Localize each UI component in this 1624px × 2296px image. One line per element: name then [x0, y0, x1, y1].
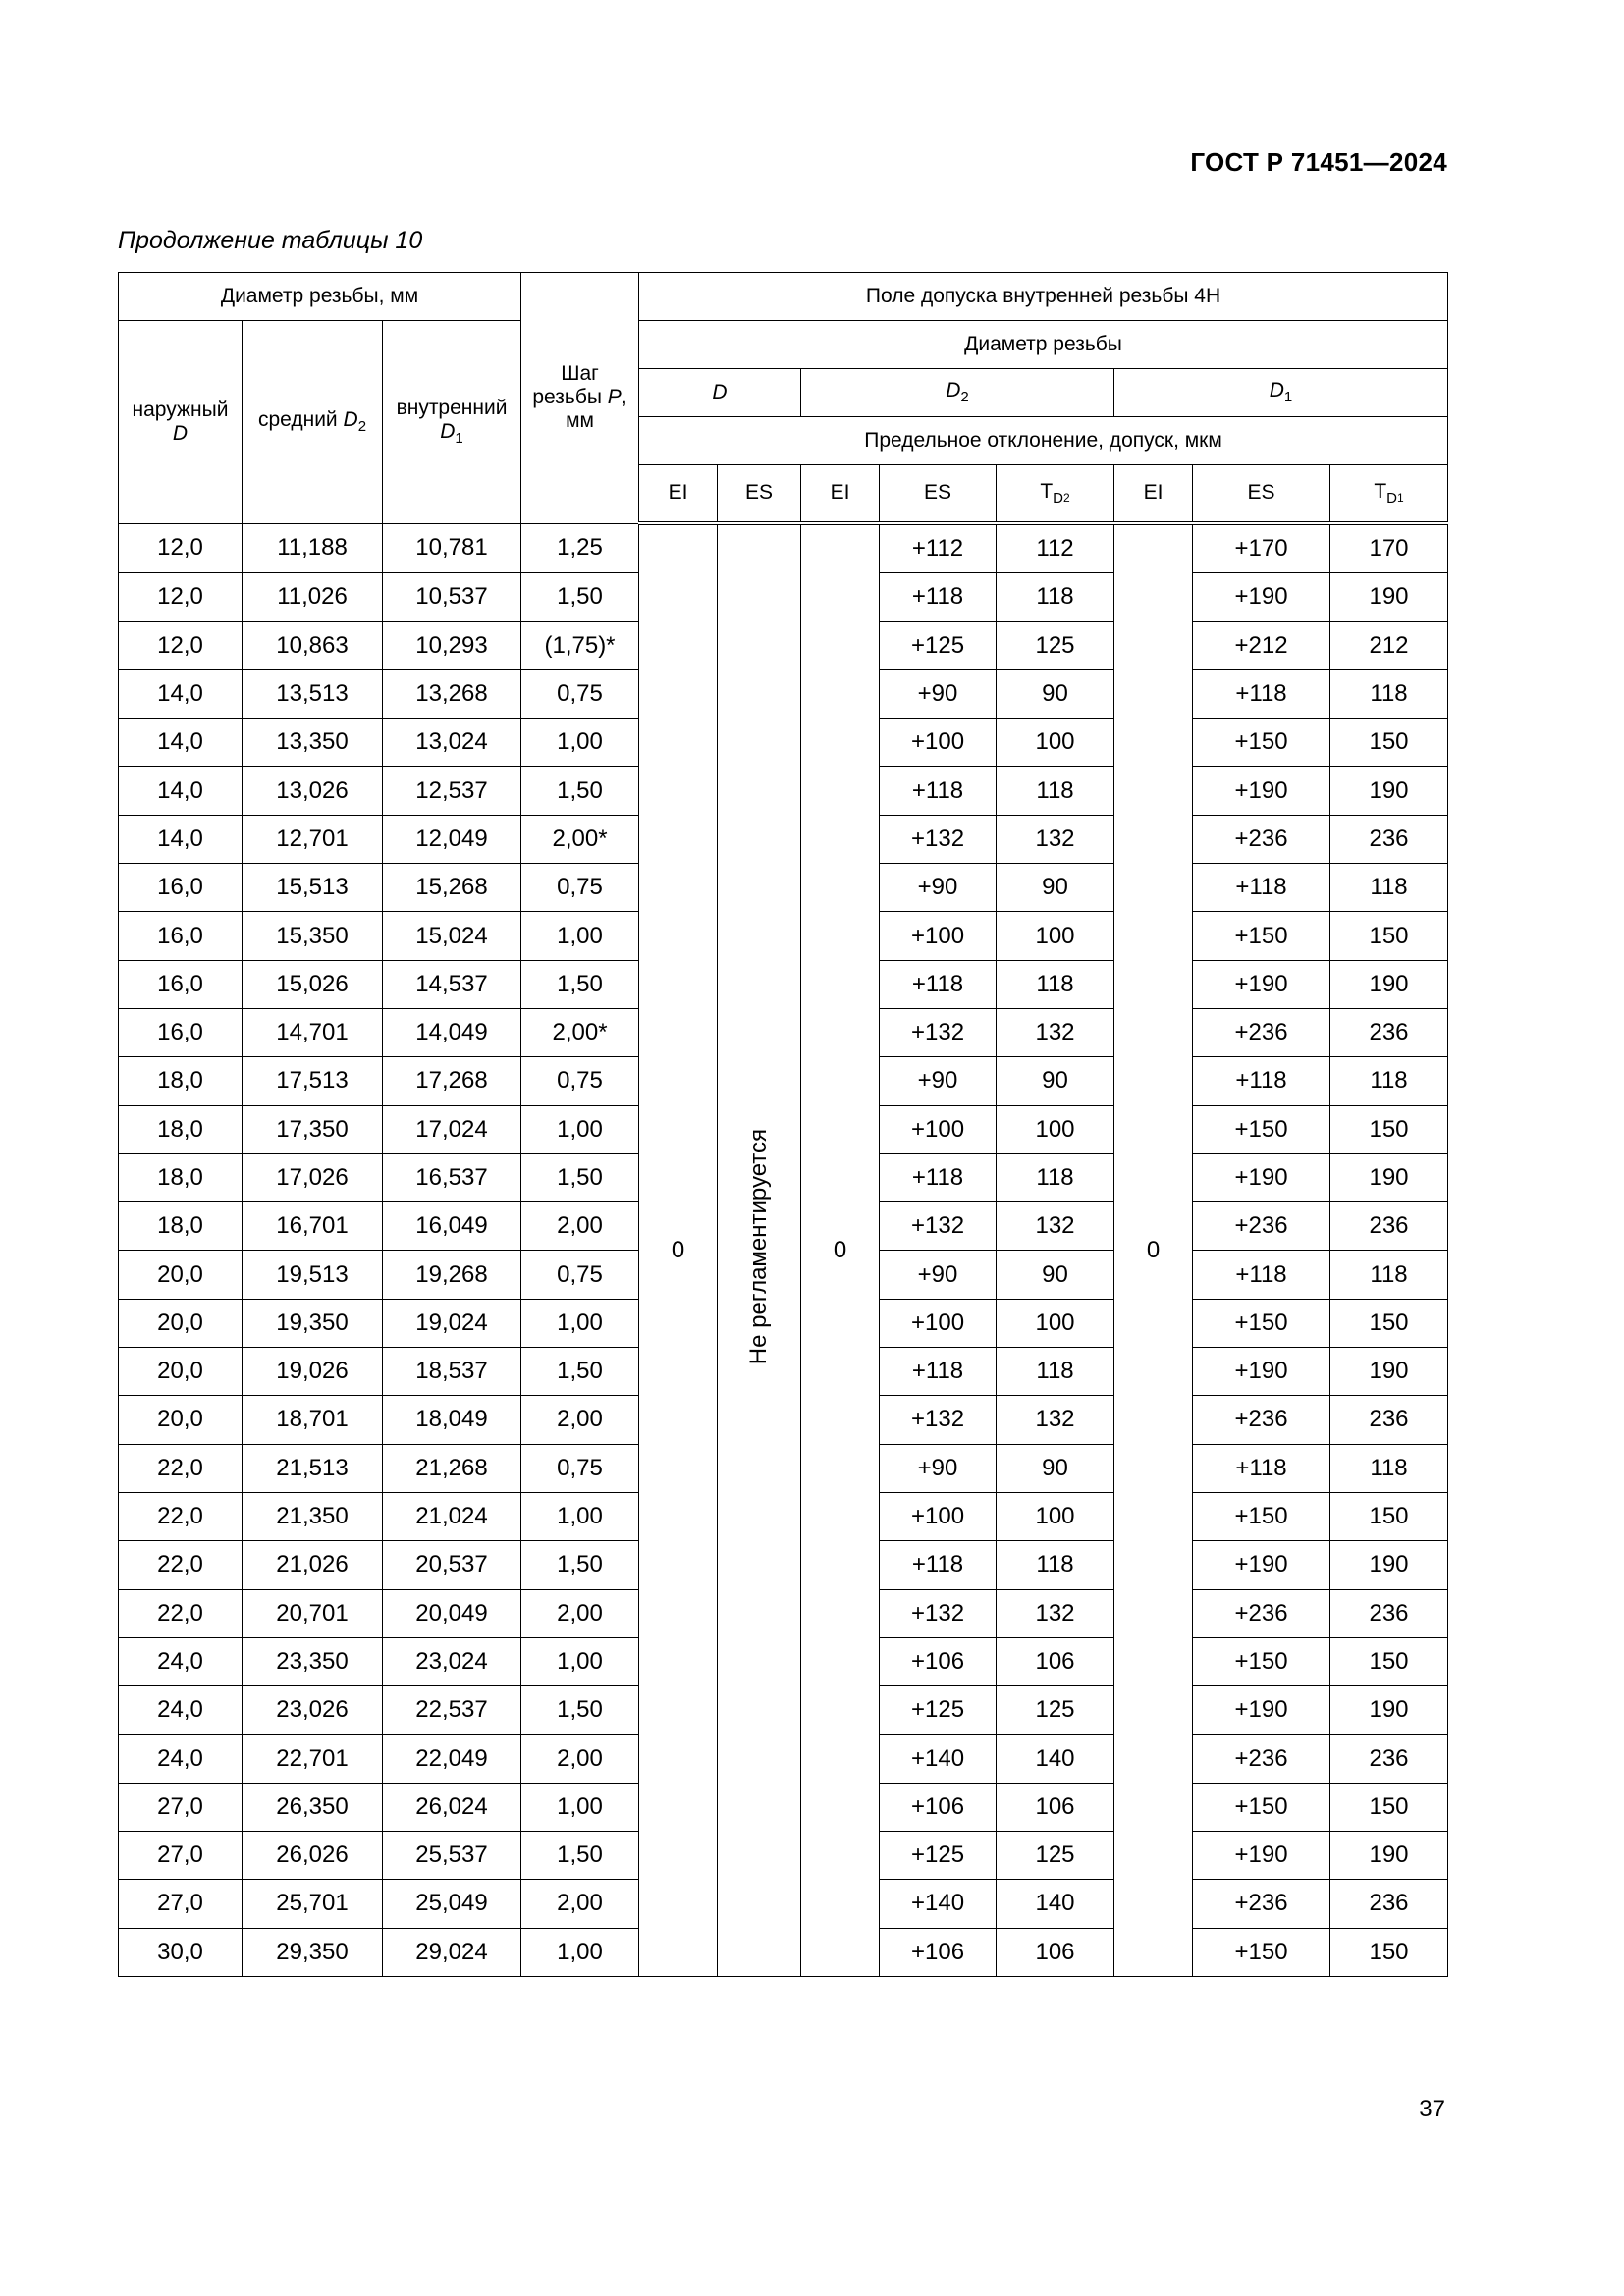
inner-diameter-header: внутренний $D_1$	[383, 321, 521, 524]
td2-header: $T_D2$	[997, 465, 1114, 524]
table-cell: +236	[1193, 1589, 1330, 1637]
table-cell: 1,00	[521, 1492, 639, 1540]
table-cell: +118	[1193, 864, 1330, 912]
table-cell: 2,00	[521, 1735, 639, 1783]
table-cell: 90	[997, 1057, 1114, 1105]
table-cell: +212	[1193, 621, 1330, 669]
table-cell: 25,537	[383, 1832, 521, 1880]
table-cell: 14,701	[243, 1008, 383, 1056]
table-cell: 24,0	[119, 1637, 243, 1685]
table-cell: 100	[997, 1299, 1114, 1347]
table-cell: 1,25	[521, 523, 639, 573]
table-cell: +150	[1193, 912, 1330, 960]
page-number: 37	[1419, 2096, 1445, 2122]
table-cell: 17,026	[243, 1153, 383, 1201]
table-cell: 125	[997, 621, 1114, 669]
table-cell: 20,0	[119, 1299, 243, 1347]
outer-diameter-header: наружный D	[119, 321, 243, 524]
table-cell: +190	[1193, 960, 1330, 1008]
table-cell: +150	[1193, 1637, 1330, 1685]
table-cell: +132	[880, 1202, 997, 1251]
table-cell: +236	[1193, 1735, 1330, 1783]
table-cell: +132	[880, 1008, 997, 1056]
table-cell: 1,00	[521, 1928, 639, 1976]
table-cell: 30,0	[119, 1928, 243, 1976]
table-cell: 20,0	[119, 1396, 243, 1444]
table-cell: 15,350	[243, 912, 383, 960]
table-cell: 90	[997, 1251, 1114, 1299]
table-cell: 18,537	[383, 1348, 521, 1396]
table-cell: 132	[997, 1008, 1114, 1056]
table-cell: +140	[880, 1880, 997, 1928]
table-cell: 150	[1330, 1783, 1448, 1831]
table-cell: 14,0	[119, 767, 243, 815]
table-cell: 21,026	[243, 1541, 383, 1589]
table-cell: 132	[997, 815, 1114, 863]
table-cell: 26,350	[243, 1783, 383, 1831]
table-cell: 100	[997, 1105, 1114, 1153]
table-cell: 13,268	[383, 669, 521, 718]
table-cell: 0,75	[521, 864, 639, 912]
table-cell: 100	[997, 719, 1114, 767]
table-cell: 13,513	[243, 669, 383, 718]
table-cell: +132	[880, 1396, 997, 1444]
table-cell: 27,0	[119, 1832, 243, 1880]
table-cell: 14,049	[383, 1008, 521, 1056]
table-cell: 15,026	[243, 960, 383, 1008]
table-cell: 1,00	[521, 1637, 639, 1685]
table-cell: 100	[997, 1492, 1114, 1540]
table-cell: 22,537	[383, 1686, 521, 1735]
table-cell: 15,513	[243, 864, 383, 912]
table-cell: +90	[880, 1057, 997, 1105]
table-cell: 236	[1330, 815, 1448, 863]
table-cell: +100	[880, 719, 997, 767]
thread-diameter-header: Диаметр резьбы	[639, 321, 1448, 369]
table-cell: +90	[880, 1444, 997, 1492]
table-cell: 190	[1330, 1153, 1448, 1201]
table-cell: 19,350	[243, 1299, 383, 1347]
table-cell: +118	[880, 1153, 997, 1201]
d2-ei-header: EI	[801, 465, 880, 524]
table-cell: 18,0	[119, 1202, 243, 1251]
d2-ei-zero-cell: 0	[801, 523, 880, 1976]
table-cell: +132	[880, 1589, 997, 1637]
table-cell: +190	[1193, 1153, 1330, 1201]
d1-ei-zero-cell: 0	[1114, 523, 1193, 1976]
table-cell: 118	[1330, 1057, 1448, 1105]
table-cell: 26,024	[383, 1783, 521, 1831]
table-cell: 125	[997, 1686, 1114, 1735]
table-caption: Продолжение таблицы 10	[118, 227, 423, 254]
table-cell: 190	[1330, 1686, 1448, 1735]
table-cell: 1,50	[521, 1832, 639, 1880]
table-cell: 15,024	[383, 912, 521, 960]
d1-header: $D_1$	[1114, 369, 1448, 417]
table-cell: 150	[1330, 1637, 1448, 1685]
table-cell: +100	[880, 912, 997, 960]
table-cell: 13,026	[243, 767, 383, 815]
table-cell: +106	[880, 1637, 997, 1685]
table-cell: 1,50	[521, 573, 639, 621]
table-cell: +118	[1193, 1444, 1330, 1492]
d-es-not-regulated-cell	[718, 523, 801, 1976]
table-cell: +90	[880, 669, 997, 718]
table-cell: 10,781	[383, 523, 521, 573]
deviation-header: Предельное отклонение, допуск, мкм	[639, 417, 1448, 465]
table-cell: 190	[1330, 960, 1448, 1008]
table-cell: 16,701	[243, 1202, 383, 1251]
table-cell: +112	[880, 523, 997, 573]
d2-header: $D_2$	[801, 369, 1114, 417]
table-cell: 11,026	[243, 573, 383, 621]
table-cell: 2,00	[521, 1396, 639, 1444]
table-cell: 27,0	[119, 1783, 243, 1831]
table-cell: 12,701	[243, 815, 383, 863]
table-cell: 12,049	[383, 815, 521, 863]
table-cell: +190	[1193, 767, 1330, 815]
table-cell: +236	[1193, 1880, 1330, 1928]
table-cell: 100	[997, 912, 1114, 960]
d1-ei-header: EI	[1114, 465, 1193, 524]
table-cell: +90	[880, 1251, 997, 1299]
table-cell: 16,0	[119, 960, 243, 1008]
table-cell: 18,701	[243, 1396, 383, 1444]
table-cell: 1,00	[521, 1783, 639, 1831]
table-cell: 2,00	[521, 1202, 639, 1251]
table-cell: 2,00*	[521, 1008, 639, 1056]
table-cell: +125	[880, 1832, 997, 1880]
table-cell: +118	[880, 573, 997, 621]
table-cell: 1,50	[521, 1541, 639, 1589]
table-cell: 140	[997, 1880, 1114, 1928]
table-cell: +100	[880, 1299, 997, 1347]
table-cell: 21,350	[243, 1492, 383, 1540]
table-cell: 21,024	[383, 1492, 521, 1540]
table-cell: 10,537	[383, 573, 521, 621]
table-cell: 212	[1330, 621, 1448, 669]
table-cell: 22,0	[119, 1444, 243, 1492]
table-cell: 14,0	[119, 669, 243, 718]
table-cell: +190	[1193, 1348, 1330, 1396]
d-ei-zero-cell: 0	[639, 523, 718, 1976]
table-cell: 190	[1330, 1541, 1448, 1589]
table-cell: +118	[1193, 669, 1330, 718]
table-cell: +170	[1193, 523, 1330, 573]
table-cell: 29,024	[383, 1928, 521, 1976]
table-cell: 22,049	[383, 1735, 521, 1783]
table-cell: 22,0	[119, 1589, 243, 1637]
table-cell: +106	[880, 1928, 997, 1976]
table-cell: +118	[1193, 1057, 1330, 1105]
table-cell: 236	[1330, 1735, 1448, 1783]
table-cell: 0,75	[521, 1444, 639, 1492]
pitch-header: Шаг резьбы P, мм	[521, 273, 639, 524]
table-cell: 16,537	[383, 1153, 521, 1201]
table-cell: 20,701	[243, 1589, 383, 1637]
standard-code: ГОСТ Р 71451—2024	[1190, 147, 1447, 177]
table-cell: 14,537	[383, 960, 521, 1008]
table-cell: 22,0	[119, 1541, 243, 1589]
table-cell: 16,0	[119, 1008, 243, 1056]
table-cell: 13,024	[383, 719, 521, 767]
table-cell: 18,0	[119, 1057, 243, 1105]
table-cell: 150	[1330, 719, 1448, 767]
table-cell: 16,049	[383, 1202, 521, 1251]
table-cell: 1,50	[521, 960, 639, 1008]
table-cell: 20,0	[119, 1348, 243, 1396]
table-cell: 24,0	[119, 1686, 243, 1735]
table-cell: +118	[880, 960, 997, 1008]
table-cell: 118	[997, 1153, 1114, 1201]
d-header: D	[639, 369, 801, 417]
table-cell: 118	[997, 767, 1114, 815]
table-cell: 16,0	[119, 912, 243, 960]
table-cell: 25,049	[383, 1880, 521, 1928]
table-cell: 2,00*	[521, 815, 639, 863]
table-cell: 190	[1330, 573, 1448, 621]
table-cell: 140	[997, 1735, 1114, 1783]
table-cell: 0,75	[521, 1251, 639, 1299]
table-cell: 1,50	[521, 1686, 639, 1735]
table-cell: +236	[1193, 1396, 1330, 1444]
table-cell: 14,0	[119, 815, 243, 863]
table-cell: 17,350	[243, 1105, 383, 1153]
table-cell: 118	[1330, 669, 1448, 718]
table-cell: 20,537	[383, 1541, 521, 1589]
table-cell: 1,50	[521, 767, 639, 815]
table-cell: 112	[997, 523, 1114, 573]
table-cell: 190	[1330, 1832, 1448, 1880]
table-cell: 18,049	[383, 1396, 521, 1444]
table-cell: 19,268	[383, 1251, 521, 1299]
table-cell: 236	[1330, 1589, 1448, 1637]
table-cell: 21,513	[243, 1444, 383, 1492]
table-cell: +90	[880, 864, 997, 912]
d1-es-header: ES	[1193, 465, 1330, 524]
table-cell: 150	[1330, 1105, 1448, 1153]
table-cell: 17,268	[383, 1057, 521, 1105]
table-cell: 0,75	[521, 669, 639, 718]
table-cell: 15,268	[383, 864, 521, 912]
table-cell: +125	[880, 621, 997, 669]
table-cell: 18,0	[119, 1153, 243, 1201]
table-cell: 118	[997, 960, 1114, 1008]
table-cell: 20,049	[383, 1589, 521, 1637]
table-body	[119, 523, 1448, 1976]
table-cell: +236	[1193, 815, 1330, 863]
table-cell: 132	[997, 1202, 1114, 1251]
table-cell: +132	[880, 815, 997, 863]
table-cell: +118	[1193, 1251, 1330, 1299]
table-cell: +150	[1193, 1105, 1330, 1153]
table-cell: 2,00	[521, 1880, 639, 1928]
table-cell: 236	[1330, 1396, 1448, 1444]
table-cell: +190	[1193, 1832, 1330, 1880]
d-ei-header: EI	[639, 465, 718, 524]
table-cell: +118	[880, 1541, 997, 1589]
table-cell: 19,024	[383, 1299, 521, 1347]
table-cell: 22,0	[119, 1492, 243, 1540]
table-cell: 13,350	[243, 719, 383, 767]
table-cell: 20,0	[119, 1251, 243, 1299]
table-cell: +190	[1193, 1686, 1330, 1735]
table-cell: 21,268	[383, 1444, 521, 1492]
table-cell: +150	[1193, 1299, 1330, 1347]
table-cell: +100	[880, 1105, 997, 1153]
table-cell: 236	[1330, 1008, 1448, 1056]
table-cell: 11,188	[243, 523, 383, 573]
tolerance-field-header: Поле допуска внутренней резьбы 4H	[639, 273, 1448, 321]
table-cell: 106	[997, 1783, 1114, 1831]
table-cell: 90	[997, 669, 1114, 718]
table-cell: +118	[880, 767, 997, 815]
table-cell: 118	[997, 1348, 1114, 1396]
table-cell: +150	[1193, 1783, 1330, 1831]
not-regulated-label: Не регламентируется	[745, 1129, 773, 1365]
mid-diameter-header: средний $D_2$	[243, 321, 383, 524]
table-cell: +118	[880, 1348, 997, 1396]
table-cell: 0,75	[521, 1057, 639, 1105]
td1-header: $T_D1$	[1330, 465, 1448, 524]
table-cell: +125	[880, 1686, 997, 1735]
table-cell: +190	[1193, 1541, 1330, 1589]
table-row	[119, 523, 1448, 573]
table-cell: 125	[997, 1832, 1114, 1880]
table-cell: 17,513	[243, 1057, 383, 1105]
table-cell: 26,026	[243, 1832, 383, 1880]
table-cell: +150	[1193, 1492, 1330, 1540]
table-cell: 27,0	[119, 1880, 243, 1928]
table-cell: 24,0	[119, 1735, 243, 1783]
table-cell: 118	[1330, 864, 1448, 912]
table-cell: 190	[1330, 767, 1448, 815]
table-cell: 150	[1330, 1492, 1448, 1540]
table-cell: 118	[1330, 1251, 1448, 1299]
table-cell: 19,026	[243, 1348, 383, 1396]
table-cell: +106	[880, 1783, 997, 1831]
table-cell: 23,350	[243, 1637, 383, 1685]
table-cell: 12,0	[119, 621, 243, 669]
table-cell: 22,701	[243, 1735, 383, 1783]
table-cell: 19,513	[243, 1251, 383, 1299]
tolerance-table	[118, 272, 1448, 1977]
table-cell: 118	[997, 573, 1114, 621]
table-cell: 90	[997, 1444, 1114, 1492]
table-cell: 170	[1330, 523, 1448, 573]
table-cell: 10,293	[383, 621, 521, 669]
table-cell: 12,537	[383, 767, 521, 815]
table-cell: 2,00	[521, 1589, 639, 1637]
table-cell: 90	[997, 864, 1114, 912]
table-cell: 1,00	[521, 1299, 639, 1347]
table-cell: +100	[880, 1492, 997, 1540]
table-cell: 236	[1330, 1880, 1448, 1928]
table-cell: 132	[997, 1589, 1114, 1637]
table-cell: +190	[1193, 573, 1330, 621]
table-cell: 132	[997, 1396, 1114, 1444]
table-cell: 190	[1330, 1348, 1448, 1396]
table-cell: 17,024	[383, 1105, 521, 1153]
table-cell: 1,00	[521, 719, 639, 767]
table-cell: 1,50	[521, 1348, 639, 1396]
table-cell: 150	[1330, 1299, 1448, 1347]
table-cell: +150	[1193, 1928, 1330, 1976]
table-cell: 1,00	[521, 1105, 639, 1153]
table-header	[119, 273, 1448, 524]
table-cell: 12,0	[119, 523, 243, 573]
table-cell: 150	[1330, 912, 1448, 960]
table-cell: (1,75)*	[521, 621, 639, 669]
table-cell: +150	[1193, 719, 1330, 767]
table-cell: 106	[997, 1637, 1114, 1685]
d-es-header: ES	[718, 465, 801, 524]
table-cell: +140	[880, 1735, 997, 1783]
table-cell: 236	[1330, 1202, 1448, 1251]
table-cell: 118	[1330, 1444, 1448, 1492]
table-cell: 1,00	[521, 912, 639, 960]
table-cell: +236	[1193, 1008, 1330, 1056]
table-cell: 25,701	[243, 1880, 383, 1928]
table-cell: 14,0	[119, 719, 243, 767]
table-cell: 16,0	[119, 864, 243, 912]
table-cell: 23,026	[243, 1686, 383, 1735]
table-cell: 150	[1330, 1928, 1448, 1976]
table-cell: 1,50	[521, 1153, 639, 1201]
table-cell: 10,863	[243, 621, 383, 669]
table-cell: 23,024	[383, 1637, 521, 1685]
table-cell: 118	[997, 1541, 1114, 1589]
table-cell: 29,350	[243, 1928, 383, 1976]
table-cell: 106	[997, 1928, 1114, 1976]
table-cell: +236	[1193, 1202, 1330, 1251]
table-cell: 18,0	[119, 1105, 243, 1153]
d2-es-header: ES	[880, 465, 997, 524]
table-cell: 12,0	[119, 573, 243, 621]
diameter-group-header: Диаметр резьбы, мм	[119, 273, 521, 321]
